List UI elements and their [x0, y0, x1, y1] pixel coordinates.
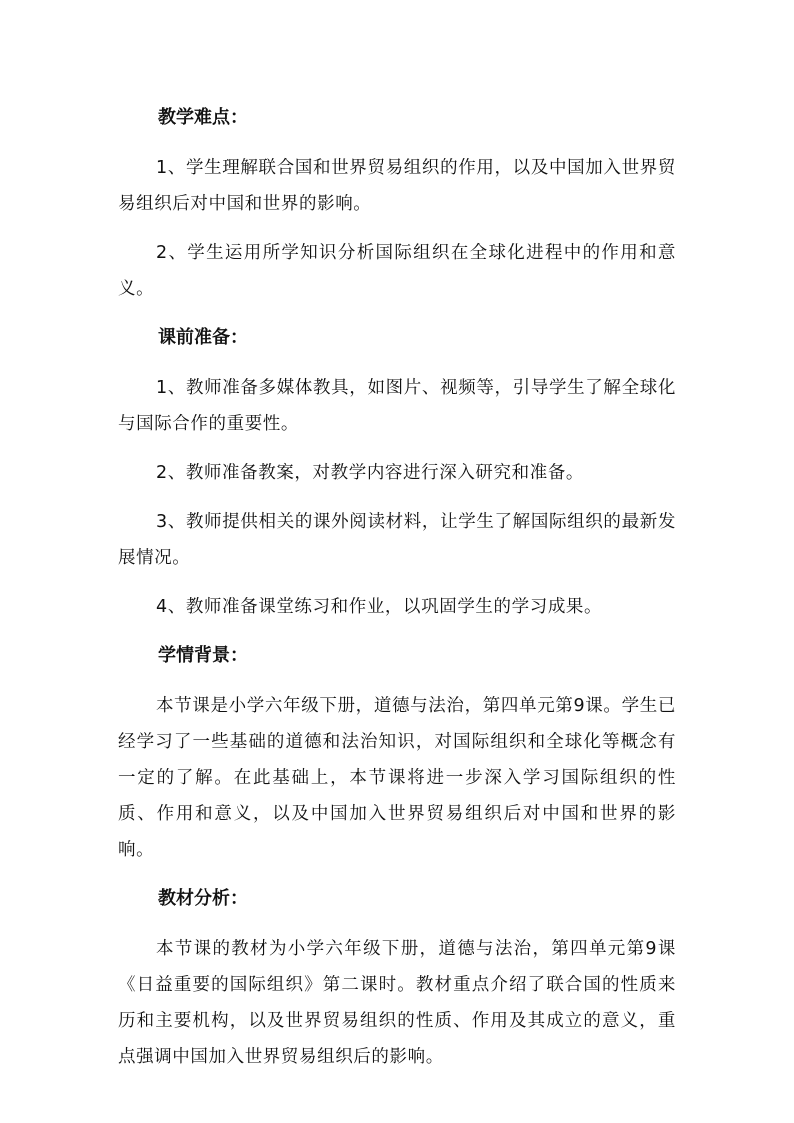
section-heading: 课前准备： — [158, 327, 248, 348]
paragraph: 2、教师准备教案，对教学内容进行深入研究和准备。 — [156, 463, 585, 483]
paragraph: 本节课的教材为小学六年级下册，道德与法治，第四单元第9课《日益重要的国际组织》第二课时。教材重点介绍了联合国的性质来历和主要机构，以及世界贸易组织的性质、作用及其成立的意义，重点强调中国加入世界贸易组织后的影响。 — [118, 939, 676, 1067]
paragraph: 3、教师提供相关的课外阅读材料，让学生了解国际组织的最新发展情况。 — [118, 512, 676, 568]
paragraph: 4、教师准备课堂练习和作业，以巩固学生的学习成果。 — [156, 597, 603, 617]
section-textbook-analysis — [118, 881, 676, 1075]
paragraph: 本节课是小学六年级下册，道德与法治，第四单元第9课。学生已经学习了一些基础的道德和法治知识，对国际组织和全球化等概念有一定的了解。在此基础上，本节课将进一步深入学习国际组织的性质、作用和意义，以及中国加入世界贸易组织后对中国和世界的影响。 — [118, 696, 676, 860]
section-heading: 教材分析： — [158, 888, 248, 909]
paragraph: 1、教师准备多媒体教具，如图片、视频等，引导学生了解全球化与国际合作的重要性。 — [118, 378, 676, 434]
section-class-preparation — [118, 320, 676, 625]
section-heading: 教学难点： — [158, 107, 248, 128]
section-heading: 学情背景： — [158, 645, 248, 666]
paragraph: 2、学生运用所学知识分析国际组织在全球化进程中的作用和意义。 — [118, 243, 676, 299]
paragraph: 1、学生理解联合国和世界贸易组织的作用，以及中国加入世界贸易组织后对中国和世界的影响。 — [118, 158, 676, 214]
section-learning-background — [118, 638, 676, 868]
section-teaching-difficulties — [118, 100, 676, 307]
